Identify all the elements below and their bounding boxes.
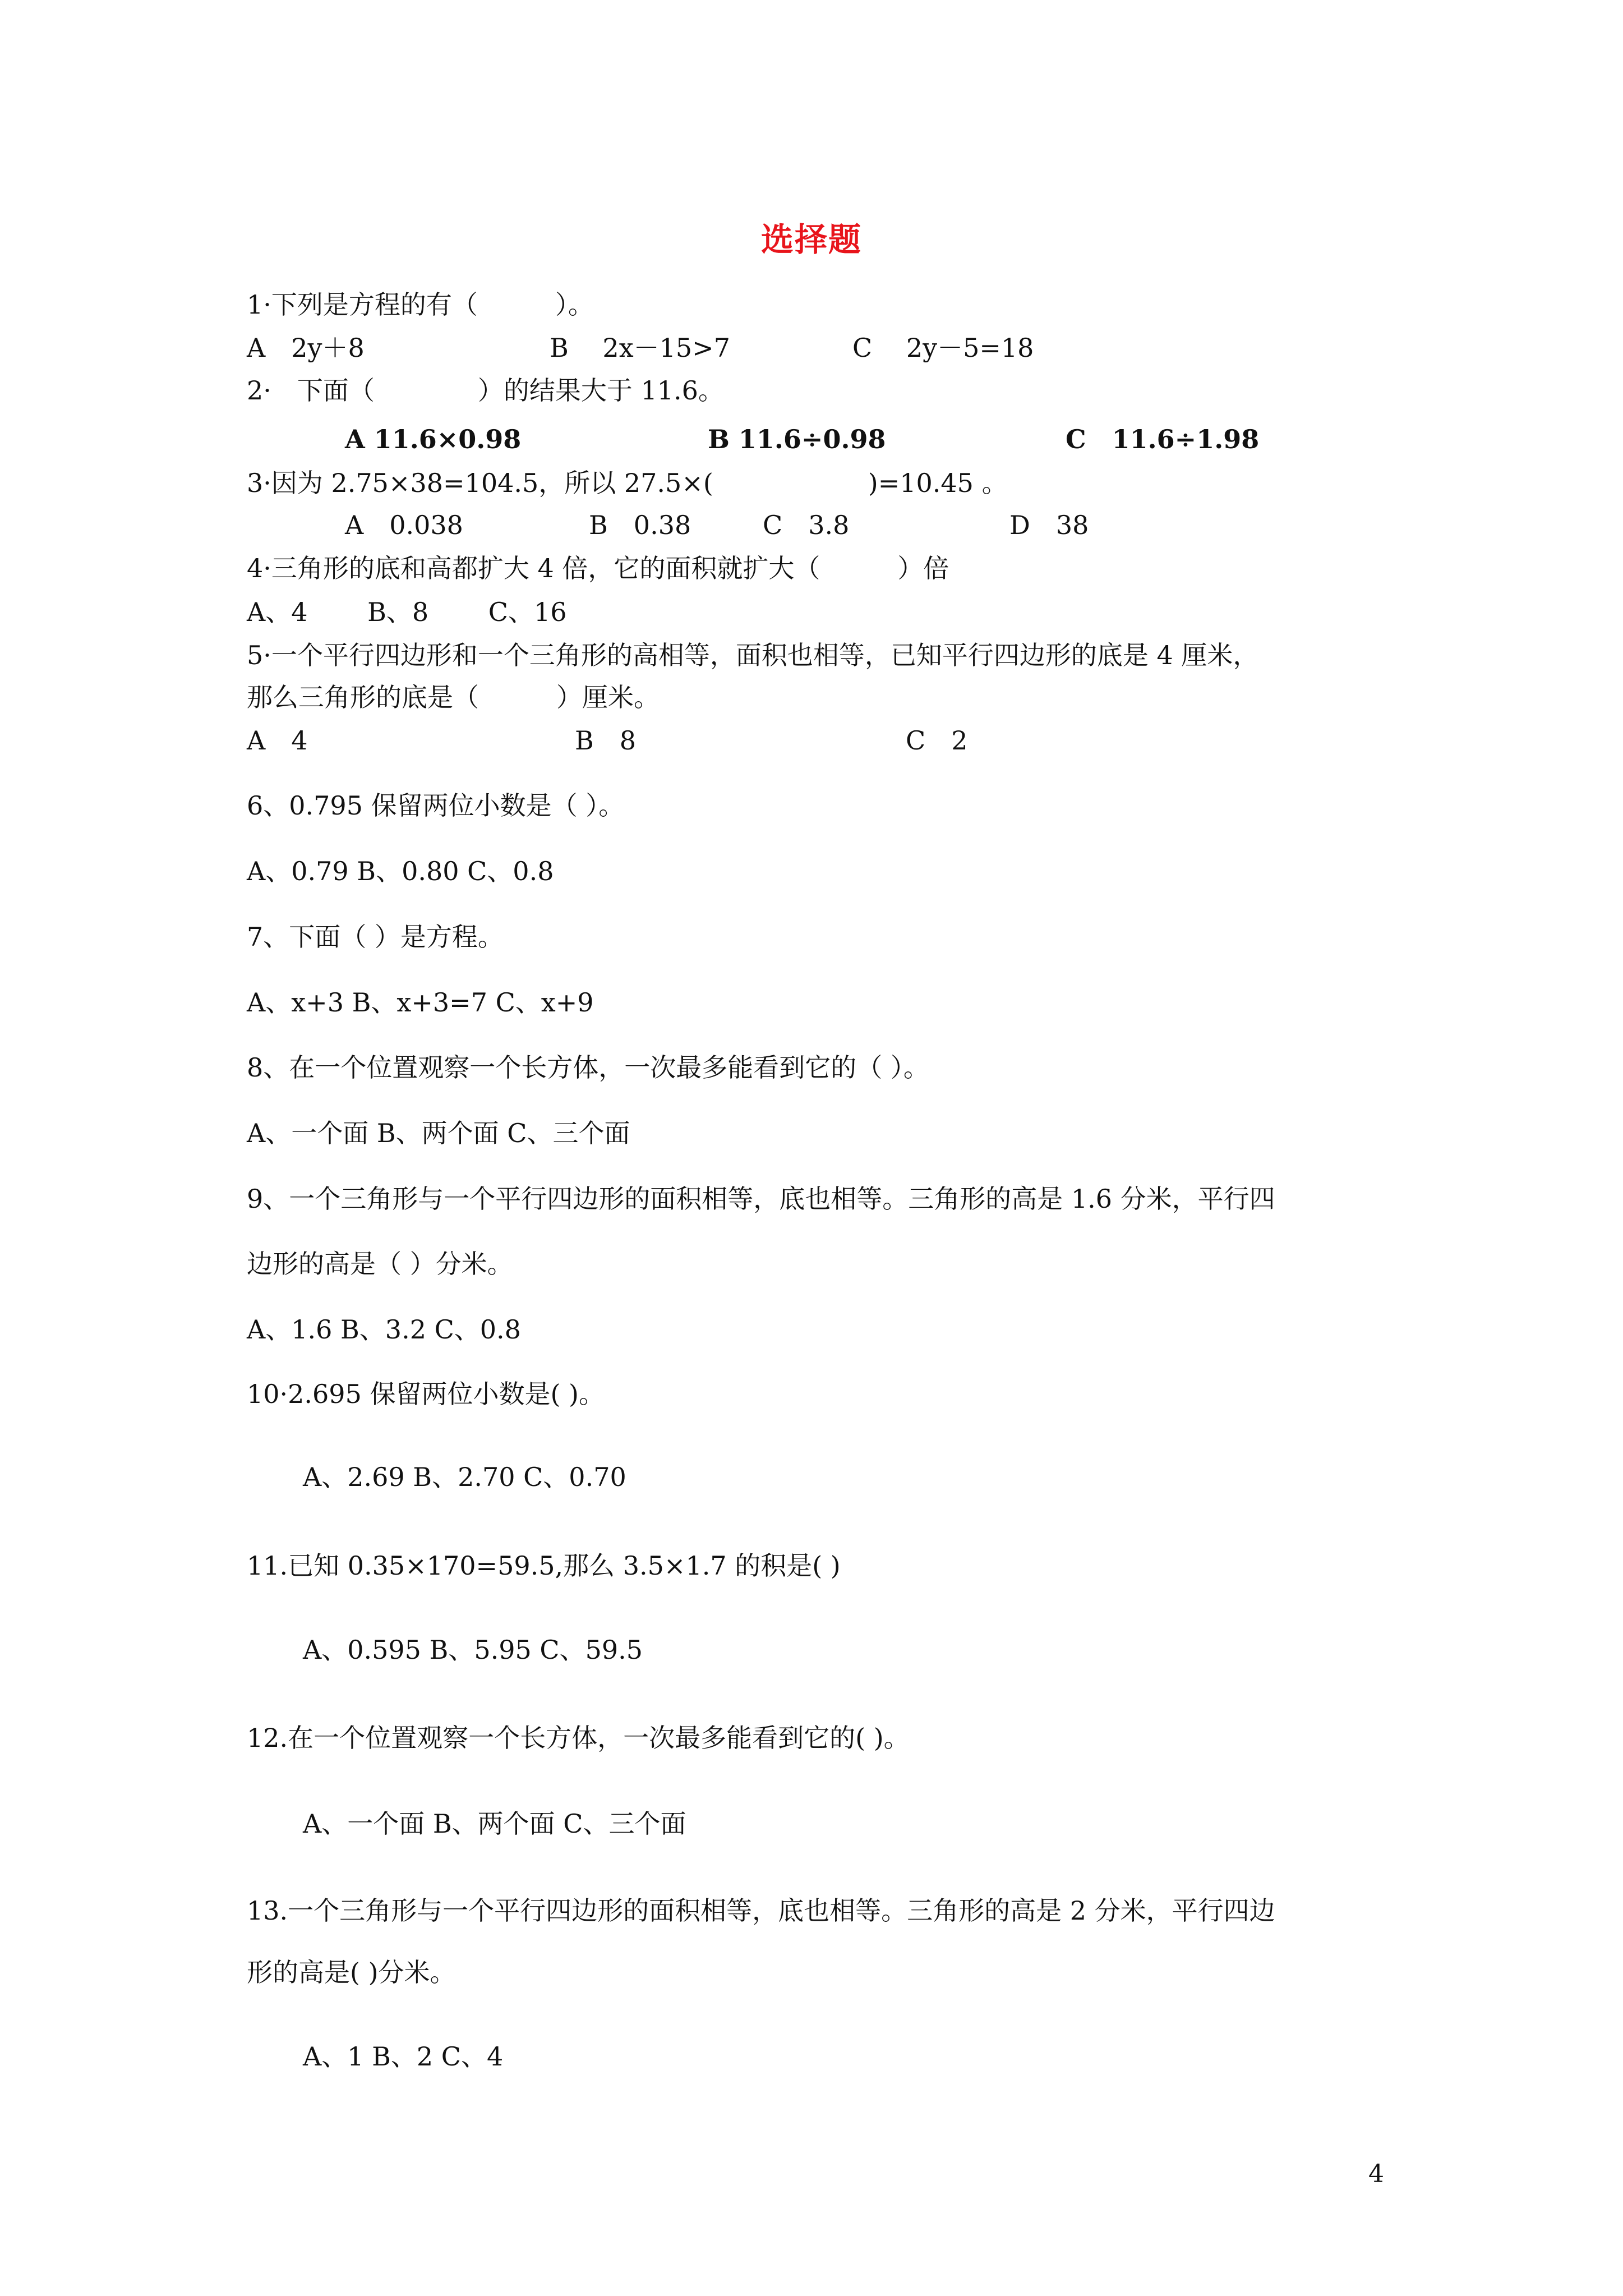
question-10-options: A、2.69 B、2.70 C、0.70	[303, 1462, 626, 1492]
question-3-option-d: D 38	[1009, 510, 1089, 540]
question-1-option-a: A 2y＋8	[247, 333, 365, 363]
question-5-option-c: C 2	[906, 725, 968, 756]
question-12-options: A、一个面 B、两个面 C、三个面	[303, 1809, 686, 1839]
question-1-stem: 1·下列是方程的有（ ）。	[247, 289, 594, 320]
question-4-options: A、4 B、8 C、16	[247, 597, 567, 627]
question-5-option-b: B 8	[575, 725, 637, 756]
page-number: 4	[1368, 2160, 1384, 2188]
question-1-option-c: C 2y－5=18	[852, 333, 1034, 363]
question-2-option-a: A 11.6×0.98	[345, 424, 522, 454]
question-5-stem-line2: 那么三角形的底是（ ）厘米。	[247, 682, 660, 712]
question-6-stem: 6、0.795 保留两位小数是（ ）。	[247, 790, 625, 821]
question-12-stem: 12.在一个位置观察一个长方体，一次最多能看到它的( )。	[247, 1723, 910, 1753]
question-2-option-c: C 11.6÷1.98	[1066, 424, 1260, 454]
question-9-options: A、1.6 B、3.2 C、0.8	[247, 1314, 521, 1345]
question-2-stem: 2· 下面（ ）的结果大于 11.6。	[247, 375, 724, 406]
question-5-option-a: A 4	[247, 725, 308, 756]
question-3-option-a: A 0.038	[345, 510, 463, 540]
question-13-options: A、1 B、2 C、4	[303, 2041, 504, 2072]
question-7-stem: 7、下面（ ）是方程。	[247, 922, 504, 952]
question-11-options: A、0.595 B、5.95 C、59.5	[303, 1635, 643, 1665]
question-3-stem: 3·因为 2.75×38=104.5，所以 27.5×( )=10.45 。	[247, 468, 1008, 498]
question-3-option-b: B 0.38	[589, 510, 691, 540]
question-6-options: A、0.79 B、0.80 C、0.8	[247, 856, 554, 886]
question-13-stem-line2: 形的高是( )分米。	[247, 1957, 456, 1987]
question-7-options: A、x+3 B、x+3=7 C、x+9	[247, 987, 594, 1018]
question-3-option-c: C 3.8	[763, 510, 850, 540]
question-11-stem: 11.已知 0.35×170=59.5,那么 3.5×1.7 的积是( )	[247, 1550, 841, 1581]
question-10-stem: 10·2.695 保留两位小数是( )。	[247, 1379, 605, 1409]
question-8-stem: 8、在一个位置观察一个长方体，一次最多能看到它的（ ）。	[247, 1052, 929, 1083]
question-9-stem-line2: 边形的高是（ ）分米。	[247, 1249, 513, 1279]
question-8-options: A、一个面 B、两个面 C、三个面	[247, 1118, 630, 1148]
question-2-option-b: B 11.6÷0.98	[708, 424, 886, 454]
question-13-stem-line1: 13.一个三角形与一个平行四边形的面积相等，底也相等。三角形的高是 2 分米，平行四边	[247, 1895, 1275, 1926]
question-4-stem: 4·三角形的底和高都扩大 4 倍，它的面积就扩大（ ）倍	[247, 553, 949, 583]
question-5-stem-line1: 5·一个平行四边形和一个三角形的高相等，面积也相等，已知平行四边形的底是 4 厘米，	[247, 640, 1259, 670]
page-title: 选择题	[760, 220, 862, 259]
question-1-option-b: B 2x－15>7	[550, 333, 730, 363]
question-9-stem-line1: 9、一个三角形与一个平行四边形的面积相等，底也相等。三角形的高是 1.6 分米，平行四	[247, 1184, 1275, 1214]
